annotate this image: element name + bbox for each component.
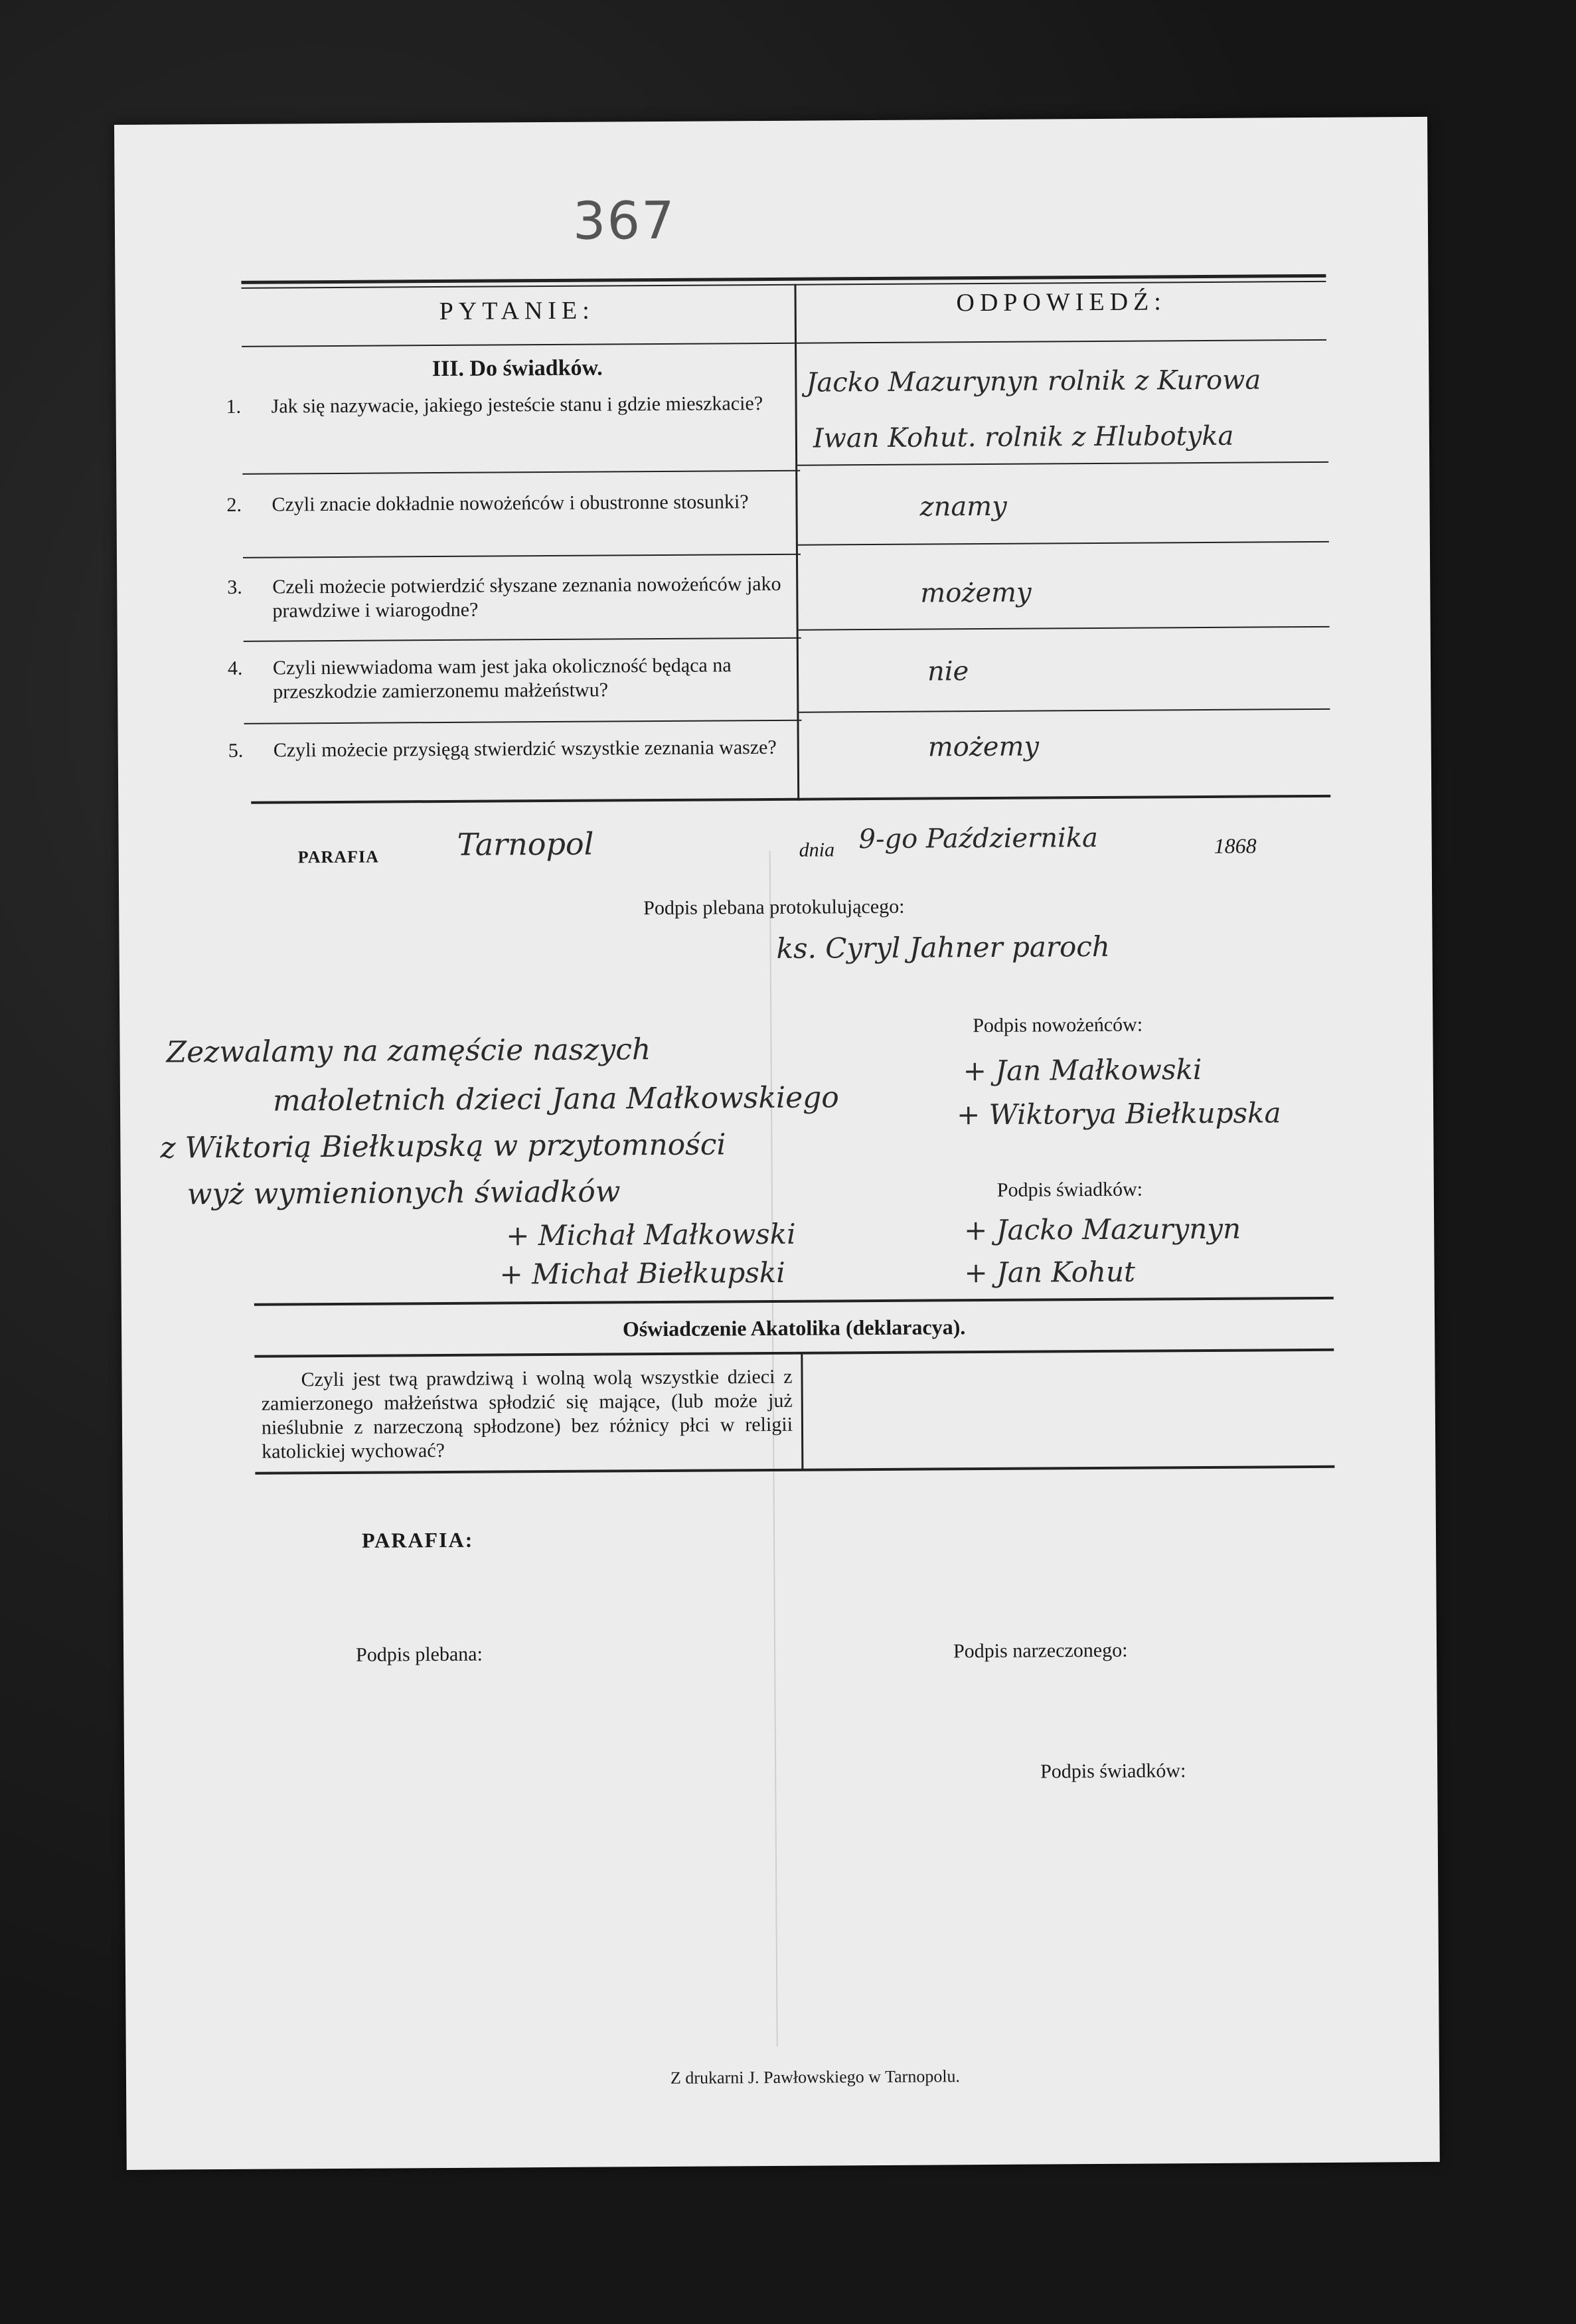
row-rule	[244, 720, 802, 724]
question-number: 1.	[226, 395, 242, 418]
declaration-top-rule	[254, 1297, 1334, 1306]
bottom-parish-label: PARAFIA:	[361, 1527, 474, 1552]
answer-1b: Iwan Kohut. rolnik z Hlubotyka	[813, 420, 1234, 454]
question-number: 2.	[226, 493, 242, 516]
year-value: 1868	[1214, 833, 1257, 858]
question-2	[226, 490, 809, 517]
question-number: 5.	[228, 739, 244, 762]
row-rule	[797, 461, 1328, 466]
row-rule	[799, 626, 1330, 631]
declaration-text: Czyli jest twą prawdziwą i wolną wolą wszystkie dzieci z zamierzonego małżeństwa spłodzić się mające, (lub może już nieślubnie z narzeczoną spłodzone) bez różnicy płci w religii katolickiej wychować?	[261, 1365, 793, 1463]
row-rule	[243, 554, 801, 558]
printer-imprint: Z drukarni J. Pawłowskiego w Tarnopolu.	[670, 2066, 961, 2088]
parent-signature: + Michał Biełkupski	[499, 1256, 785, 1291]
header-rule	[242, 339, 1326, 347]
row-rule	[798, 541, 1329, 546]
question-1	[226, 392, 809, 419]
question-text: Czyli znacie dokładnie nowożeńców i obustronne stosunki?	[272, 491, 749, 516]
bottom-groom-label: Podpis narzeczonego:	[953, 1639, 1128, 1663]
answer-4: nie	[927, 656, 969, 687]
question-number: 4.	[227, 657, 243, 679]
row-rule	[799, 708, 1330, 713]
parish-label: PARAFIA	[297, 847, 379, 867]
question-4	[227, 653, 811, 705]
answer-3: możemy	[920, 577, 1032, 609]
consent-note-line: wyż wymienionych świadków	[187, 1175, 621, 1212]
question-text: Czyli możecie przysięgą stwierdzić wszystkie zeznania wasze?	[273, 736, 777, 762]
declaration-title: Oświadczenie Akatolika (deklaracya).	[622, 1315, 966, 1341]
column-divider	[794, 284, 799, 801]
consent-note-line: z Wiktorią Biełkupską w przytomności	[160, 1127, 726, 1165]
bottom-witnesses-label: Podpis świadków:	[1040, 1760, 1186, 1783]
parish-value: Tarnopol	[457, 825, 594, 863]
answer-1a: Jacko Mazurynyn rolnik z Kurowa	[806, 365, 1261, 398]
witness-signature: + Jacko Mazurynyn	[964, 1212, 1241, 1247]
newlywed-signature: + Jan Małkowski	[963, 1053, 1202, 1088]
newlywed-signature: + Wiktorya Biełkupska	[956, 1096, 1281, 1131]
table-bottom-rule	[251, 795, 1330, 804]
parent-signature: + Michał Małkowski	[506, 1217, 796, 1252]
question-column-header: PYTANIE:	[439, 296, 595, 326]
witness-signature: + Jan Kohut	[964, 1255, 1136, 1289]
pastor-signature: ks. Cyryl Jahner paroch	[776, 930, 1111, 965]
answer-column-header: ODPOWIEDŹ:	[956, 288, 1166, 317]
question-number: 3.	[227, 576, 242, 598]
page-number: 367	[572, 191, 676, 252]
date-label: dnia	[799, 839, 835, 861]
date-value: 9-go Października	[858, 822, 1099, 855]
question-text: Czyli niewwiadoma wam jest jaka okoliczność będąca na przeszkodzie zamierzonemu małżeństwu?	[272, 654, 732, 703]
question-text: Jak się nazywacie, jakiego jesteście stanu i gdzie mieszkacie?	[271, 392, 763, 418]
section-title: III. Do świadków.	[432, 355, 603, 382]
declaration-bottom-rule	[255, 1465, 1334, 1475]
question-text: Czeli możecie potwierdzić słyszane zeznania nowożeńców jako prawdziwe i wiarogodne?	[272, 572, 781, 622]
pastor-signature-label: Podpis plebana protokulującego:	[643, 895, 905, 920]
answer-5: możemy	[927, 731, 1040, 763]
row-rule	[242, 470, 800, 475]
declaration-mid-rule	[254, 1349, 1334, 1358]
question-5	[228, 736, 811, 763]
answer-2: znamy	[919, 491, 1007, 523]
consent-note-line: Zezwalamy na zamęście naszych	[166, 1033, 651, 1070]
newlyweds-label: Podpis nowożeńców:	[973, 1013, 1143, 1037]
question-3	[227, 572, 810, 623]
consent-note-line: małoletnich dzieci Jana Małkowskiego	[272, 1080, 839, 1118]
witnesses-label: Podpis świadków:	[996, 1178, 1143, 1201]
row-rule	[244, 637, 801, 642]
bottom-pastor-label: Podpis plebana:	[355, 1643, 483, 1666]
declaration-divider	[801, 1353, 803, 1470]
document-sheet	[114, 117, 1440, 2170]
